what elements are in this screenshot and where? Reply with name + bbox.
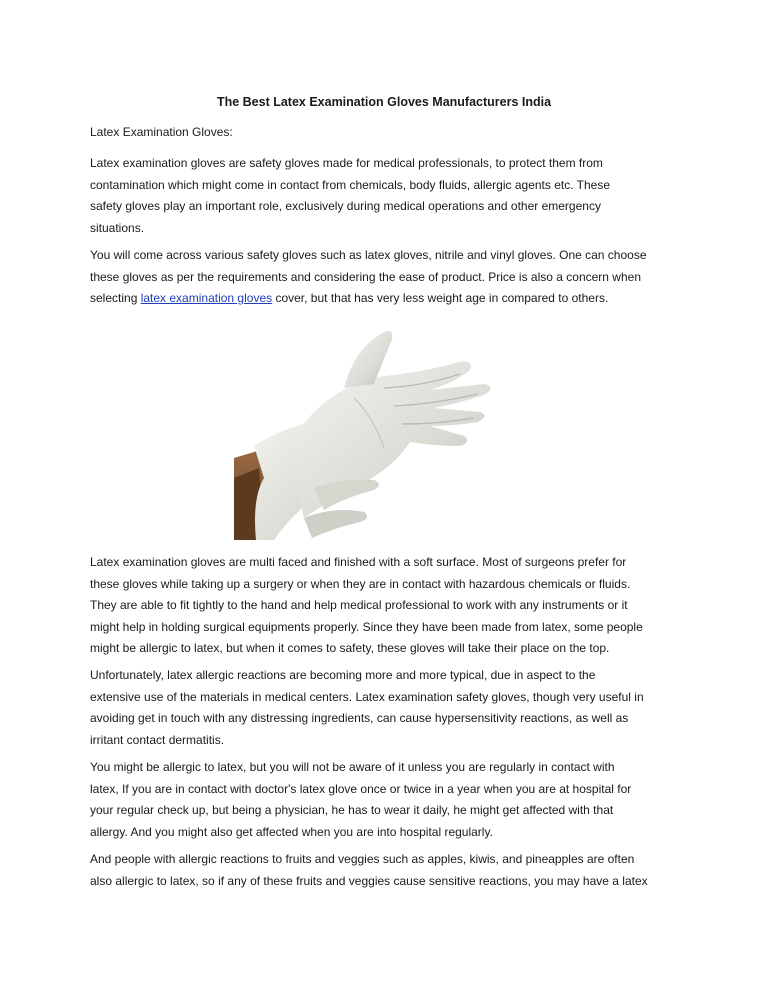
paragraph-line: allergy. And you might also get affected when you are into hospital regularly. — [90, 824, 493, 839]
paragraph-5 — [90, 757, 690, 843]
paragraph-3 — [90, 552, 690, 660]
paragraph-2 — [90, 245, 690, 310]
heading-text: Latex Examination Gloves: — [90, 125, 233, 139]
paragraph-6 — [90, 849, 690, 892]
paragraph-line: Latex examination gloves are safety gloves made for medical professionals, to protect them from — [90, 156, 603, 170]
text-after-link: cover, but that has very less weight age in compared to others. — [272, 291, 609, 305]
paragraph-line: extensive use of the materials in medical centers. Latex examination safety gloves, though very useful in — [90, 689, 644, 704]
paragraph-line: avoiding get in touch with any distressing ingredients, can cause hypersensitivity reactions, as well as — [90, 711, 629, 725]
paragraph-line: Unfortunately, latex allergic reactions are becoming more and more typical, due in aspect to the — [90, 668, 596, 682]
text-before-link: selecting — [90, 291, 141, 305]
section-heading — [90, 122, 690, 144]
gloved-hands-image — [234, 328, 496, 540]
paragraph-line: safety gloves play an important role, exclusively during medical operations and other emergency — [90, 199, 601, 213]
paragraph-line: your regular check up, but being a physician, he has to wear it daily, he might get affected with that — [90, 803, 614, 817]
paragraph-line: these gloves as per the requirements and considering the ease of product. Price is also a concern when — [90, 269, 641, 284]
paragraph-line: They are able to fit tightly to the hand and help medical professional to work with any instruments or it — [90, 598, 628, 612]
paragraph-line: You will come across various safety gloves such as latex gloves, nitrile and vinyl gloves. One can choose — [90, 248, 647, 262]
paragraph-line — [90, 288, 690, 310]
paragraph-line: situations. — [90, 220, 145, 235]
paragraph-line: irritant contact dermatitis. — [90, 732, 225, 747]
paragraph-line: also allergic to latex, so if any of these fruits and veggies cause sensitive reactions, you may have a latex — [90, 873, 648, 888]
document-title: The Best Latex Examination Gloves Manufacturers India — [216, 95, 552, 109]
paragraph-line: Latex examination gloves are multi faced and finished with a soft surface. Most of surgeons prefer for — [90, 555, 627, 569]
paragraph-line: might help in holding surgical equipments properly. Since they have been made from latex, some people — [90, 619, 643, 634]
paragraph-1 — [90, 153, 690, 239]
paragraph-4 — [90, 665, 690, 751]
paragraph-line: You might be allergic to latex, but you will not be aware of it unless you are regularly in contact with — [90, 760, 615, 774]
paragraph-line: latex, If you are in contact with doctor's latex glove once or twice in a year when you are at hospital for — [90, 781, 632, 796]
paragraph-line: these gloves while taking up a surgery or when they are in contact with hazardous chemicals or fluids. — [90, 576, 631, 591]
paragraph-line: might be allergic to latex, but when it comes to safety, these gloves will take their place on the top. — [90, 641, 610, 655]
paragraph-line: contamination which might come in contact from chemicals, body fluids, allergic agents etc. These — [90, 177, 611, 192]
latex-gloves-link[interactable]: latex examination gloves — [140, 291, 273, 305]
paragraph-line: And people with allergic reactions to fruits and veggies such as apples, kiwis, and pineapples are often — [90, 852, 635, 866]
